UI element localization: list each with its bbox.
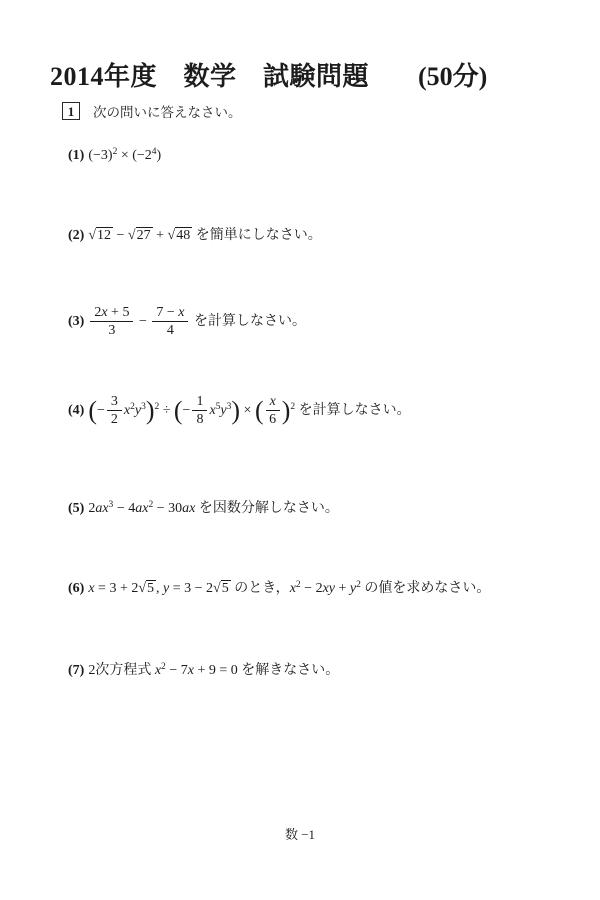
problem-3 — [68, 305, 306, 339]
problem-label: (3) — [68, 314, 85, 330]
big-paren-left: ( — [173, 395, 183, 425]
problem-expression: $\frac{2x + 5}{3}$ − $\frac{7 - x}{4}$ を計算しなさい。 — [88, 314, 306, 329]
problem-label: (4) — [68, 403, 85, 419]
fraction: $\frac{3}{2}$ — [107, 394, 122, 428]
radical-sign-icon: √ — [213, 581, 221, 596]
problem-2 — [68, 224, 322, 244]
big-paren-right: ) — [145, 395, 155, 425]
problem-label: (2) — [68, 228, 85, 243]
section-heading — [62, 101, 242, 121]
big-paren-right: ) — [281, 395, 291, 425]
radical-sign-icon: √ — [167, 228, 176, 243]
fraction: $\frac{2x + 5}{3}$ — [90, 305, 133, 339]
big-paren-right: ) — [231, 395, 241, 425]
problem-7 — [68, 659, 339, 679]
page-footer: 数 −1 — [284, 827, 316, 842]
problem-expression: 2次方程式 $x^2 - 7x + 9 = 0$ を解きなさい。 — [88, 661, 340, 678]
fraction: $\frac{7 - x}{4}$ — [152, 305, 188, 339]
big-paren-left: ( — [88, 395, 97, 425]
problem-expression: $(-3)^2 \times (-2^4)$ — [88, 146, 162, 163]
problem-5 — [68, 497, 339, 517]
exam-duration: (50分) — [418, 62, 488, 91]
big-paren-left: ( — [254, 395, 264, 425]
problem-4 — [68, 394, 411, 428]
exam-title: 2014年度 数学 試験問題 — [50, 62, 370, 91]
problem-expression: √12 − √27 + √48 を簡単にしなさい。 — [88, 228, 322, 243]
problem-expression: (− $\frac{3}{2}$ $x^2y^3)^2$ ÷ (− $\frac{1}{8}$ $x^5y^3$) × ( $\frac{x}{6}$ )$^2$ を計算しなさい。 — [88, 394, 411, 428]
square-root: √12 — [88, 228, 112, 243]
radical-sign-icon: √ — [88, 228, 97, 243]
square-root: √5 — [138, 581, 155, 596]
radical-sign-icon: √ — [127, 228, 136, 243]
problem-6 — [68, 577, 490, 597]
section-number-box: 1 — [62, 102, 80, 120]
square-root: √27 — [127, 228, 151, 243]
problem-label: (6) — [68, 581, 85, 596]
problem-1 — [68, 148, 161, 164]
fraction: $\frac{1}{8}$ — [192, 394, 207, 428]
square-root: √5 — [213, 581, 229, 596]
problem-label: (5) — [68, 501, 85, 516]
square-root: √48 — [167, 228, 191, 243]
problem-label: (1) — [68, 148, 85, 163]
problem-expression: x = 3 + 2√5 , y = 3 − 2√5 のとき，$x^2 - 2xy + y^2$ の値を求めなさい。 — [88, 579, 491, 596]
section-instruction: 次の問いに答えなさい。 — [93, 105, 242, 120]
problem-expression: $2ax^3 - 4ax^2 - 30ax$ を因数分解しなさい。 — [88, 499, 339, 516]
fraction: $\frac{x}{6}$ — [266, 394, 280, 428]
radical-sign-icon: √ — [138, 581, 147, 596]
problem-label: (7) — [68, 663, 85, 678]
